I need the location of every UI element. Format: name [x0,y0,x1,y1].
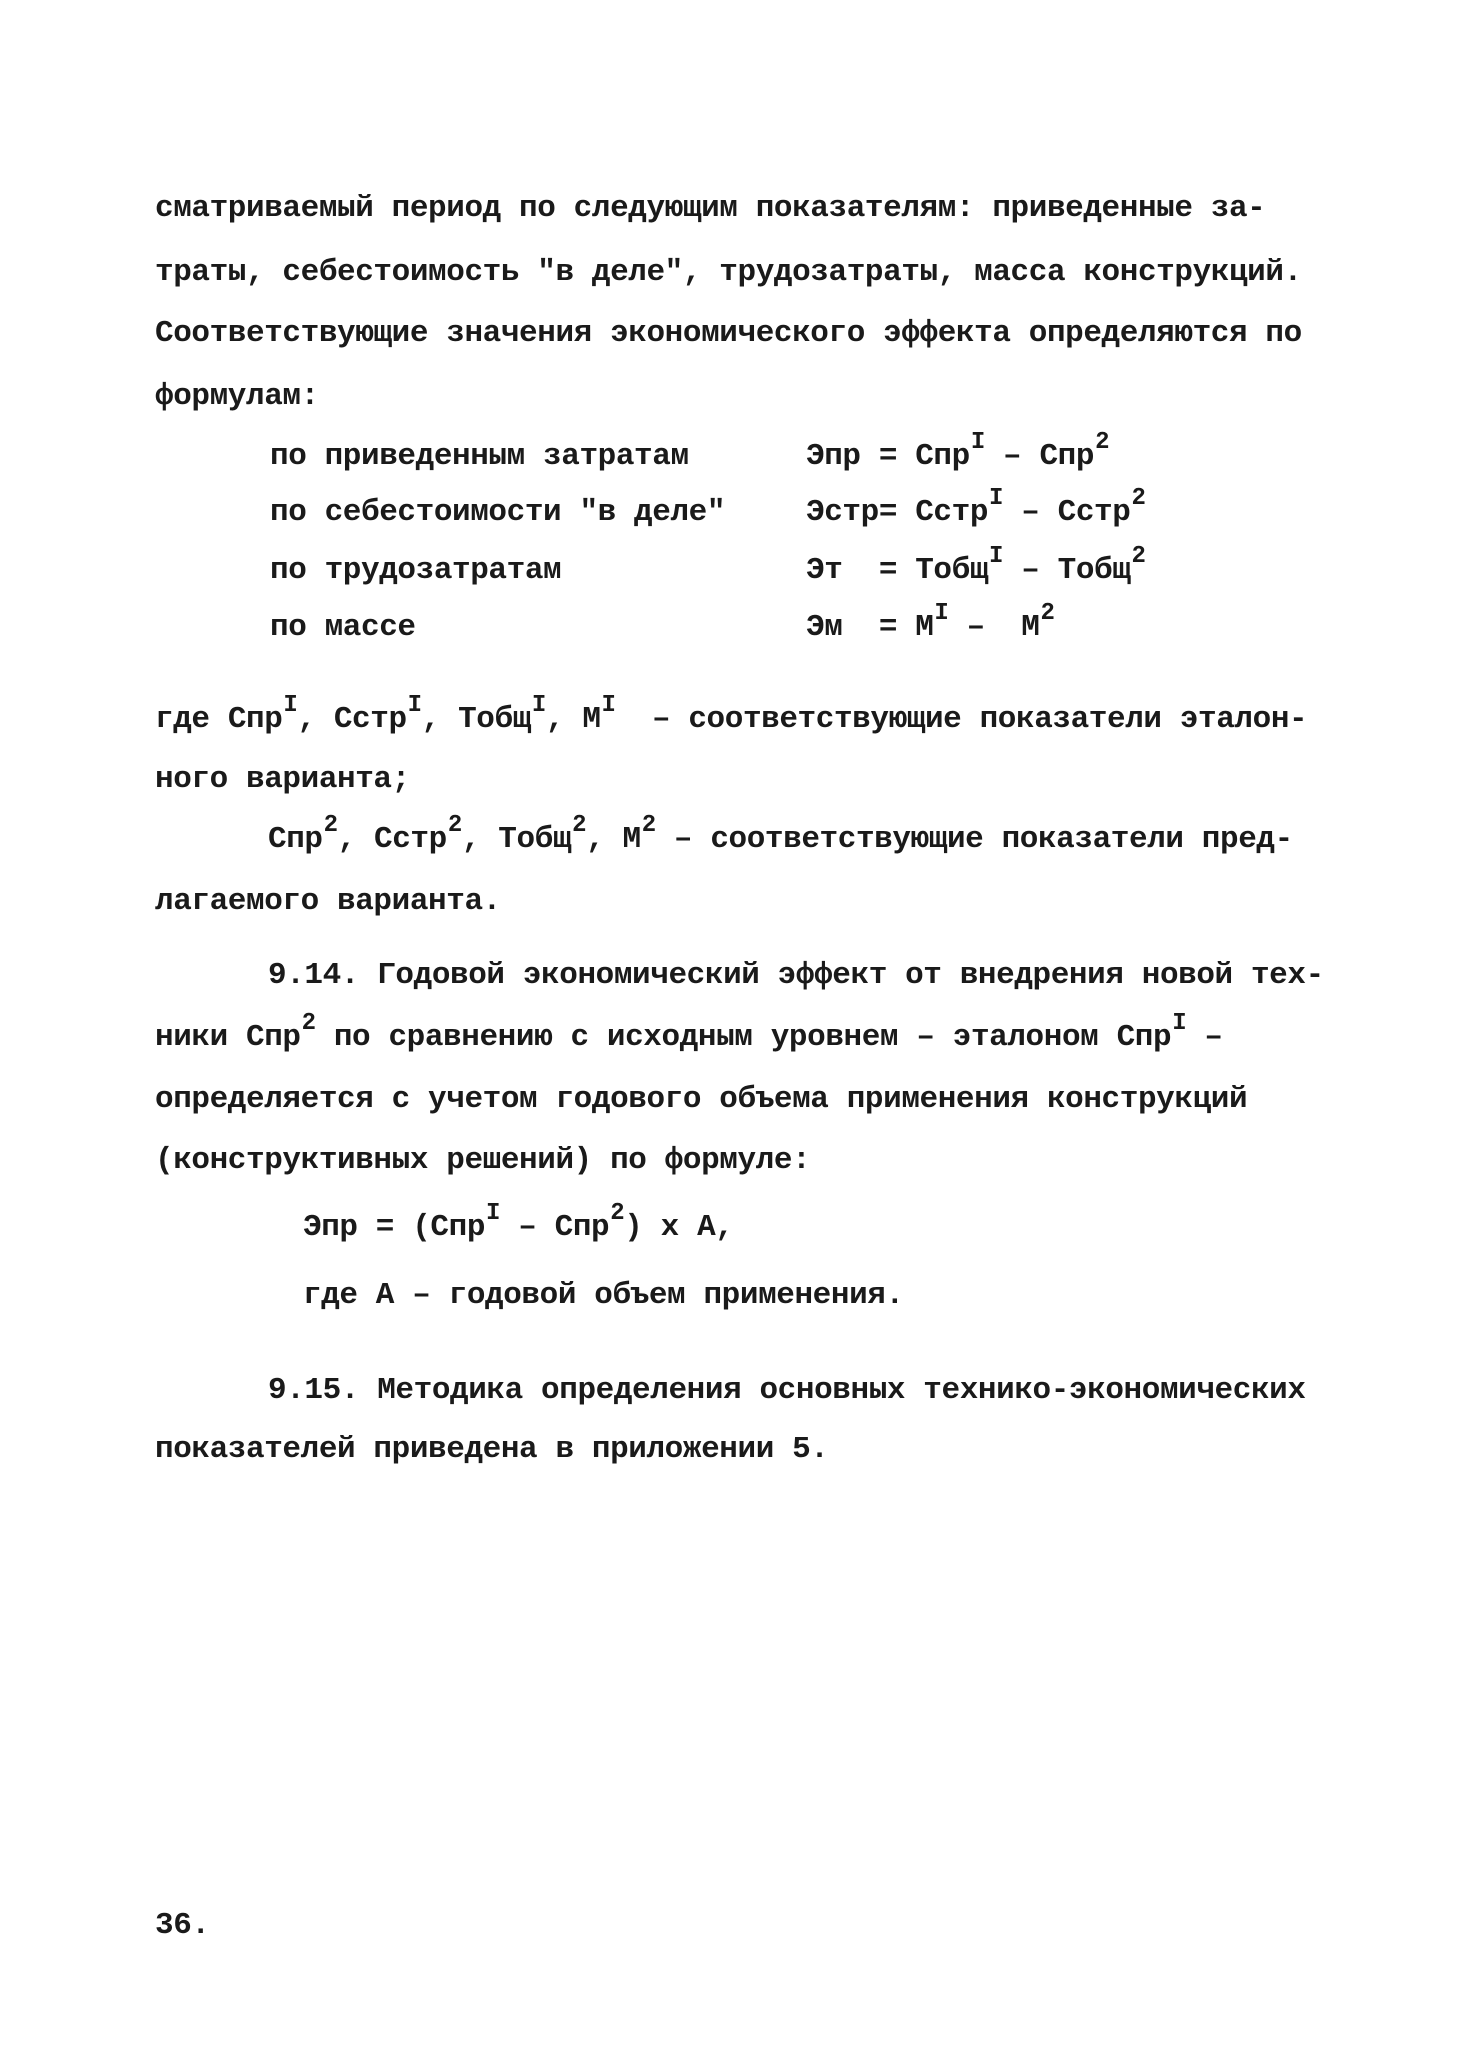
section-914-line-2: ники Спр$^2$ по сравнению с исходным уровнем – эталоном Спр$^I$ – [155,1010,1223,1055]
formula-label: по трудозатратам [270,553,562,588]
section-914-line-4: (конструктивных решений) по формуле: [155,1143,811,1178]
formula-label: по массе [270,610,416,645]
formula-expression: Эм = $М^I - М^2$ [806,600,1055,645]
where-reference-line-2: ного варианта; [155,762,410,797]
section-914-line-3: определяется с учетом годового объема применения конструкций [155,1082,1248,1117]
formula-label: по приведенным затратам [270,439,689,474]
where-proposed-line-2: лагаемого варианта. [155,884,501,919]
intro-line-4: формулам: [155,379,319,414]
intro-line-1: сматриваемый период по следующим показателям: приведенные за- [155,191,1266,226]
intro-line-2: траты, себестоимость "в деле", трудозатраты, масса конструкций. [155,255,1302,290]
section-915-line-2: показателей приведена в приложении 5. [155,1432,829,1467]
where-proposed-line: Спр$^2$, Сстр$^2$, Тобщ$^2$, $М^2$ – соответствующие показатели пред- [268,812,1293,857]
formula-expression: Эстр= Сстр$^I$ – Сстр$^2$ [806,485,1146,530]
page-number: 36. [155,1908,210,1943]
formula-expression: Эт = Тобщ$^I$ – Тобщ$^2$ [806,543,1146,588]
section-915-line-1: 9.15. Методика определения основных технико-экономических [268,1373,1306,1408]
section-914-formula: Эпр = (Спр$^I$ – Спр$^2$) х А, [303,1200,734,1245]
section-914-where: где А – годовой объем применения. [303,1278,904,1313]
intro-line-3: Соответствующие значения экономического эффекта определяются по [155,316,1302,351]
formula-expression: Эпр = Спр$^I$ – Спр$^2$ [806,429,1110,474]
where-reference-line: где Спр$^I$, Сстр$^I$, Тобщ$^I$, $М^I$ – соответствующие показатели эталон- [155,692,1308,737]
formula-label: по себестоимости "в деле" [270,495,726,530]
section-914-line-1: 9.14. Годовой экономический эффект от внедрения новой тех- [268,958,1324,993]
